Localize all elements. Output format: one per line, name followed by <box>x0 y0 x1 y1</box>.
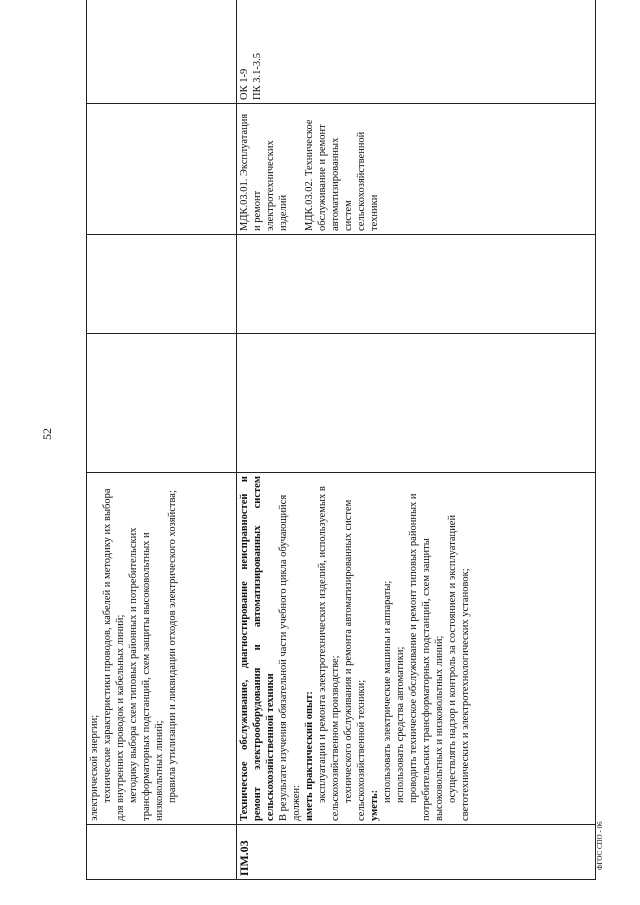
skill-item: осуществлять надзор и контроль за состоянием и эксплуатацией светотехнических и электротехнологических установок; <box>447 514 472 821</box>
skill-item: использовать электрические машины и аппараты; <box>382 580 394 803</box>
content-line: правила утилизации и ликвидации отходов электрического хозяйства; <box>167 490 178 803</box>
skill-item: проводить техническое обслуживание и ремонт типовых районных и потребительских трансформаторных подстанций, схем защиты высоковольтных и низковольтных линий; <box>408 493 446 821</box>
competencies-cell <box>87 0 237 104</box>
competency-item: ОК 1-9 <box>239 68 251 100</box>
content-cell <box>237 473 596 825</box>
module-title: Техническое обслуживание, диагностирование неисправностей и ремонт электрооборудования и автоматизированных систем сельскохозяйственной техники <box>239 476 277 821</box>
experience-item: технического обслуживания и ремонта автоматизированных систем сельскохозяйственной техники; <box>343 499 368 821</box>
table-row <box>87 0 237 880</box>
mdk-cell <box>237 104 596 235</box>
content-line: технические характеристики проводов, кабелей и методику их выбора для внутренних проводок и кабельных линий; <box>102 488 126 821</box>
page-number: 52 <box>40 428 54 440</box>
competencies-cell <box>237 0 596 104</box>
table-row <box>237 0 596 880</box>
hours-cell <box>237 235 596 334</box>
footer-text: ФГОС СПО - 06 <box>596 821 604 870</box>
intro-text: В результате изучения обязательной части учебного цикла обучающийся должен: <box>278 494 303 821</box>
skills-label: уметь: <box>369 789 381 821</box>
mdk-cell <box>87 104 237 235</box>
skill-item: использовать средства автоматики; <box>395 646 407 803</box>
mdk-item: МДК.03.01. Эксплуатация и ремонт электротехнических изделий <box>239 113 290 231</box>
hours-cell <box>237 334 596 473</box>
code-cell <box>237 825 596 880</box>
hours-cell <box>87 235 237 334</box>
hours-cell <box>87 334 237 473</box>
experience-label: иметь практический опыт: <box>304 691 316 821</box>
curriculum-table <box>86 0 596 880</box>
content-line: методику выбора схем типовых районных и потребительских трансформаторных подстанций, схем защиты высоковольтных и низковольтных линий; <box>128 527 165 821</box>
mdk-item: МДК.03.02. Техническое обслуживание и ремонт автоматизированных систем сельскохозяйственной техники <box>304 119 381 231</box>
curriculum-table-rotated <box>86 15 596 880</box>
content-cell <box>87 473 237 825</box>
content-line: электрической энергии; <box>89 714 100 821</box>
competency-item: ПК 3.1-3.5 <box>252 53 264 100</box>
module-code: ПМ.03 <box>237 840 252 876</box>
experience-item: эксплуатации и ремонта электротехнических изделий, используемых в сельскохозяйственном производстве; <box>317 486 342 821</box>
code-cell <box>87 825 237 880</box>
